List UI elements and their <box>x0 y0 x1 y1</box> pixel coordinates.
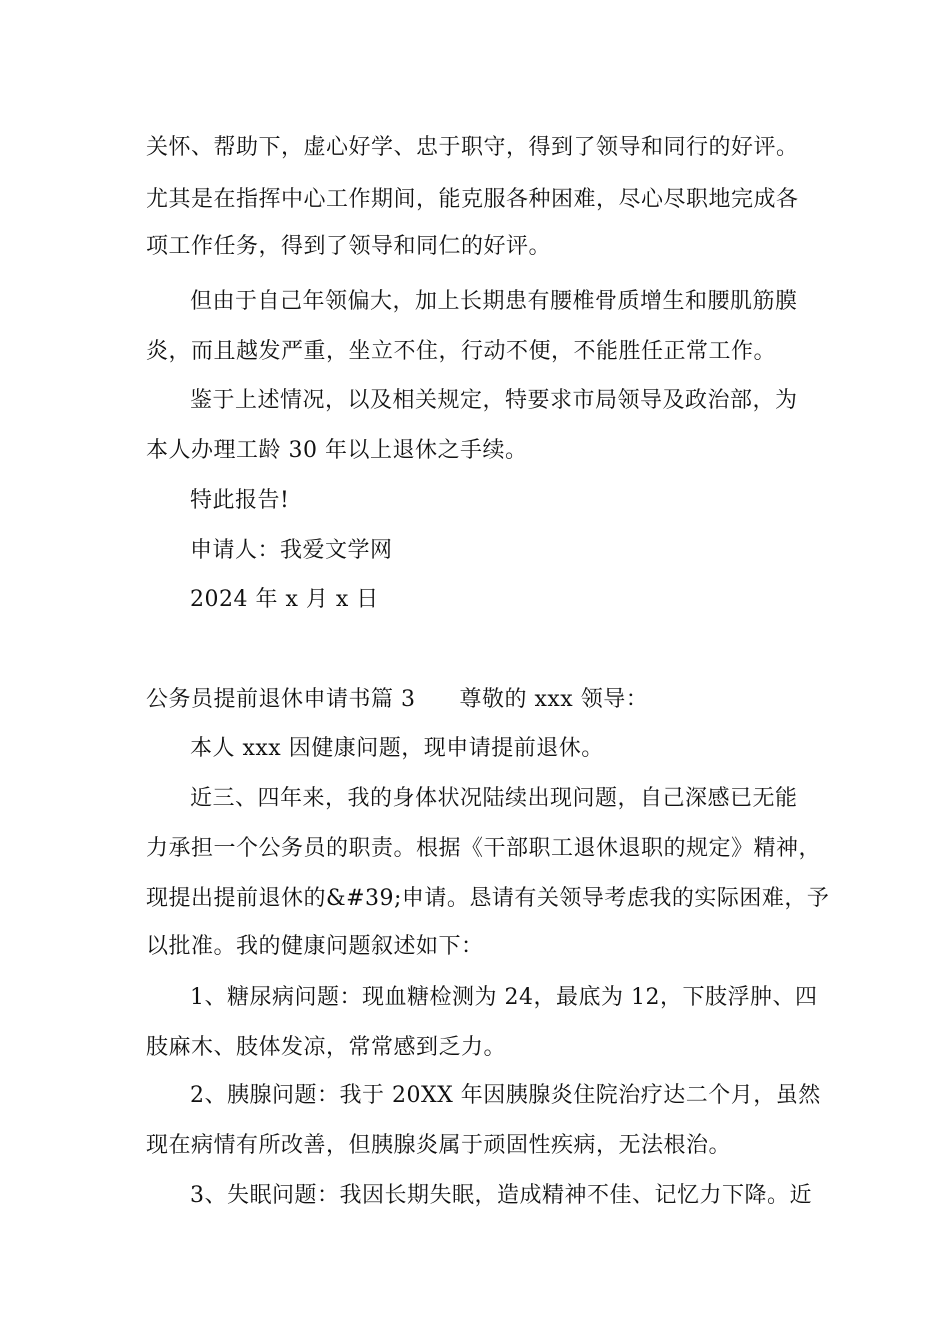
list-item-line: 2、胰腺问题：我于 20XX 年因胰腺炎住院治疗达二个月，虽然 <box>190 1083 821 1108</box>
list-item-line: 3、失眠问题：我因长期失眠，造成精神不佳、记忆力下降。近 <box>190 1183 812 1208</box>
date-line: 2024 年 x 月 x 日 <box>190 587 379 612</box>
closing-line: 特此报告! <box>190 488 290 513</box>
text-line: 关怀、帮助下，虚心好学、忠于职守，得到了领导和同行的好评。 <box>146 135 799 160</box>
text-line: 肢麻木、肢体发凉，常常感到乏力。 <box>146 1035 507 1060</box>
text-line: 本人办理工龄 30 年以上退休之手续。 <box>146 438 528 463</box>
text-line: 炎，而且越发严重，坐立不住，行动不便，不能胜任正常工作。 <box>146 339 777 364</box>
salutation: 尊敬的 xxx 领导： <box>459 687 649 712</box>
applicant-line: 申请人：我爱文学网 <box>190 538 393 563</box>
section-heading <box>146 685 648 715</box>
paragraph-start-line: 但由于自己年领偏大，加上长期患有腰椎骨质增生和腰肌筋膜 <box>190 289 798 314</box>
paragraph-start-line: 本人 xxx 因健康问题，现申请提前退休。 <box>190 736 604 761</box>
text-line: 项工作任务，得到了领导和同仁的好评。 <box>146 234 552 259</box>
text-line: 现在病情有所改善，但胰腺炎属于顽固性疾病，无法根治。 <box>146 1133 732 1158</box>
text-line: 现提出提前退休的&#39;申请。恳请有关领导考虑我的实际困难，予 <box>146 886 830 911</box>
paragraph-start-line: 鉴于上述情况，以及相关规定，特要求市局领导及政治部，为 <box>190 388 798 413</box>
paragraph-start-line: 近三、四年来，我的身体状况陆续出现问题，自己深感已无能 <box>190 786 798 811</box>
text-line: 力承担一个公务员的职责。根据《干部职工退休退职的规定》精神， <box>146 836 822 861</box>
text-line: 尤其是在指挥中心工作期间，能克服各种困难，尽心尽职地完成各 <box>146 187 799 212</box>
list-item-line: 1、糖尿病问题：现血糖检测为 24，最底为 12，下肢浮肿、四 <box>190 985 818 1010</box>
text-line: 以批准。我的健康问题叙述如下： <box>146 934 484 959</box>
section-title: 公务员提前退休申请书篇 3 <box>146 687 416 712</box>
